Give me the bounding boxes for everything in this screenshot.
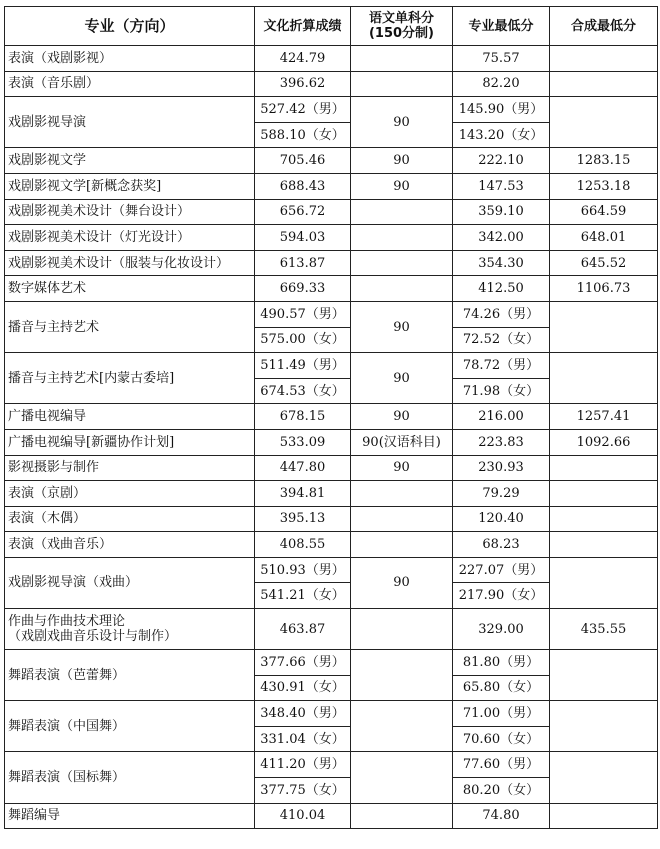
table-row	[5, 650, 658, 676]
culture-score-cell: 533.09	[255, 429, 351, 455]
pro-min-cell: 217.90（女）	[453, 583, 550, 609]
pro-min-cell: 72.52（女）	[453, 327, 550, 353]
culture-score-cell: 656.72	[255, 199, 351, 225]
culture-score-cell: 674.53（女）	[255, 378, 351, 404]
culture-score-cell: 394.81	[255, 481, 351, 507]
chinese-score-cell	[351, 199, 453, 225]
pro-min-cell: 75.57	[453, 46, 550, 72]
table-row	[5, 506, 658, 532]
pro-min-cell: 412.50	[453, 276, 550, 302]
major-cell: 表演（音乐剧）	[5, 71, 255, 97]
chinese-score-cell	[351, 71, 453, 97]
total-min-cell: 1283.15	[550, 148, 658, 174]
total-min-cell: 645.52	[550, 250, 658, 276]
chinese-score-cell	[351, 225, 453, 251]
chinese-score-cell: 90	[351, 404, 453, 430]
major-cell: 表演（戏曲音乐）	[5, 532, 255, 558]
chinese-score-cell	[351, 803, 453, 829]
pro-min-cell: 65.80（女）	[453, 675, 550, 701]
chinese-score-cell: 90	[351, 148, 453, 174]
pro-min-cell: 78.72（男）	[453, 353, 550, 379]
total-min-cell: 1257.41	[550, 404, 658, 430]
major-cell: 戏剧影视文学	[5, 148, 255, 174]
chinese-score-cell	[351, 752, 453, 803]
major-cell: 数字媒体艺术	[5, 276, 255, 302]
header-total-min: 合成最低分	[550, 7, 658, 46]
header-culture-score: 文化折算成绩	[255, 7, 351, 46]
culture-score-cell: 396.62	[255, 71, 351, 97]
chinese-score-cell	[351, 532, 453, 558]
table-row	[5, 404, 658, 430]
major-cell: 戏剧影视美术设计（灯光设计）	[5, 225, 255, 251]
culture-score-cell: 705.46	[255, 148, 351, 174]
pro-min-cell: 354.30	[453, 250, 550, 276]
table-row	[5, 46, 658, 72]
total-min-cell: 1106.73	[550, 276, 658, 302]
pro-min-cell: 227.07（男）	[453, 557, 550, 583]
pro-min-cell: 143.20（女）	[453, 122, 550, 148]
culture-score-cell: 430.91（女）	[255, 675, 351, 701]
pro-min-cell: 147.53	[453, 173, 550, 199]
culture-score-cell: 424.79	[255, 46, 351, 72]
major-cell: 播音与主持艺术[内蒙古委培]	[5, 353, 255, 404]
culture-score-cell: 377.66（男）	[255, 650, 351, 676]
table-row	[5, 173, 658, 199]
chinese-score-cell	[351, 46, 453, 72]
table-row	[5, 71, 658, 97]
pro-min-cell: 71.00（男）	[453, 701, 550, 727]
chinese-score-cell: 90	[351, 353, 453, 404]
culture-score-cell: 348.40（男）	[255, 701, 351, 727]
table-row	[5, 752, 658, 778]
major-cell: 影视摄影与制作	[5, 455, 255, 481]
pro-min-cell: 77.60（男）	[453, 752, 550, 778]
table-row	[5, 481, 658, 507]
pro-min-cell: 359.10	[453, 199, 550, 225]
chinese-score-cell	[351, 276, 453, 302]
table-row	[5, 148, 658, 174]
culture-score-cell: 463.87	[255, 609, 351, 650]
table-row	[5, 455, 658, 481]
culture-score-cell: 510.93（男）	[255, 557, 351, 583]
culture-score-cell: 408.55	[255, 532, 351, 558]
total-min-cell	[550, 71, 658, 97]
chinese-score-cell: 90	[351, 173, 453, 199]
header-row	[5, 7, 658, 46]
major-cell: 广播电视编导[新疆协作计划]	[5, 429, 255, 455]
pro-min-cell: 223.83	[453, 429, 550, 455]
total-min-cell: 648.01	[550, 225, 658, 251]
total-min-cell	[550, 532, 658, 558]
total-min-cell	[550, 97, 658, 148]
major-cell: 戏剧影视美术设计（服装与化妆设计）	[5, 250, 255, 276]
table-row	[5, 803, 658, 829]
total-min-cell: 664.59	[550, 199, 658, 225]
major-cell: 戏剧影视导演（戏曲）	[5, 557, 255, 608]
major-cell: 舞蹈表演（国标舞）	[5, 752, 255, 803]
major-cell: 表演（戏剧影视）	[5, 46, 255, 72]
table-row	[5, 97, 658, 123]
culture-score-cell: 541.21（女）	[255, 583, 351, 609]
pro-min-cell: 82.20	[453, 71, 550, 97]
culture-score-cell: 527.42（男）	[255, 97, 351, 123]
total-min-cell	[550, 803, 658, 829]
major-cell: 广播电视编导	[5, 404, 255, 430]
pro-min-cell: 222.10	[453, 148, 550, 174]
culture-score-cell: 669.33	[255, 276, 351, 302]
chinese-score-cell	[351, 650, 453, 701]
total-min-cell	[550, 455, 658, 481]
total-min-cell: 1092.66	[550, 429, 658, 455]
total-min-cell	[550, 701, 658, 752]
pro-min-cell: 145.90（男）	[453, 97, 550, 123]
pro-min-cell: 74.80	[453, 803, 550, 829]
major-cell: 表演（京剧）	[5, 481, 255, 507]
major-cell: 播音与主持艺术	[5, 301, 255, 352]
header-chinese-line2: (150分制)	[368, 26, 435, 41]
pro-min-cell: 329.00	[453, 609, 550, 650]
header-chinese-line1: 语文单科分	[368, 11, 434, 26]
culture-score-cell: 613.87	[255, 250, 351, 276]
major-cell: 作曲与作曲技术理论 （戏剧戏曲音乐设计与制作）	[5, 609, 255, 650]
header-pro-min: 专业最低分	[453, 7, 550, 46]
major-cell: 戏剧影视导演	[5, 97, 255, 148]
chinese-score-cell: 90	[351, 455, 453, 481]
table-row	[5, 250, 658, 276]
table-row	[5, 429, 658, 455]
culture-score-cell: 395.13	[255, 506, 351, 532]
header-chinese-score	[351, 7, 453, 46]
chinese-score-cell	[351, 481, 453, 507]
major-cell: 表演（木偶）	[5, 506, 255, 532]
culture-score-cell: 678.15	[255, 404, 351, 430]
table-row	[5, 532, 658, 558]
pro-min-cell: 80.20（女）	[453, 778, 550, 804]
table-row	[5, 301, 658, 327]
table-row	[5, 353, 658, 379]
chinese-score-cell	[351, 701, 453, 752]
culture-score-cell: 410.04	[255, 803, 351, 829]
chinese-score-cell	[351, 250, 453, 276]
chinese-score-cell	[351, 609, 453, 650]
total-min-cell	[550, 506, 658, 532]
pro-min-cell: 342.00	[453, 225, 550, 251]
culture-score-cell: 588.10（女）	[255, 122, 351, 148]
major-cell: 舞蹈表演（芭蕾舞）	[5, 650, 255, 701]
total-min-cell	[550, 301, 658, 352]
total-min-cell: 1253.18	[550, 173, 658, 199]
pro-min-cell: 81.80（男）	[453, 650, 550, 676]
pro-min-cell: 120.40	[453, 506, 550, 532]
table-body	[5, 46, 658, 829]
chinese-score-cell: 90(汉语科目)	[351, 429, 453, 455]
admission-scores-table	[4, 6, 658, 829]
pro-min-cell: 68.23	[453, 532, 550, 558]
chinese-score-cell: 90	[351, 97, 453, 148]
major-cell: 戏剧影视文学[新概念获奖]	[5, 173, 255, 199]
total-min-cell	[550, 46, 658, 72]
table-row	[5, 701, 658, 727]
culture-score-cell: 490.57（男）	[255, 301, 351, 327]
culture-score-cell: 447.80	[255, 455, 351, 481]
table-row	[5, 609, 658, 650]
pro-min-cell: 74.26（男）	[453, 301, 550, 327]
culture-score-cell: 688.43	[255, 173, 351, 199]
total-min-cell	[550, 650, 658, 701]
culture-score-cell: 594.03	[255, 225, 351, 251]
header-major: 专业（方向）	[5, 7, 255, 46]
pro-min-cell: 79.29	[453, 481, 550, 507]
total-min-cell	[550, 752, 658, 803]
total-min-cell: 435.55	[550, 609, 658, 650]
pro-min-cell: 230.93	[453, 455, 550, 481]
pro-min-cell: 70.60（女）	[453, 726, 550, 752]
table-row	[5, 199, 658, 225]
culture-score-cell: 331.04（女）	[255, 726, 351, 752]
culture-score-cell: 511.49（男）	[255, 353, 351, 379]
major-cell: 舞蹈表演（中国舞）	[5, 701, 255, 752]
table-row	[5, 225, 658, 251]
pro-min-cell: 71.98（女）	[453, 378, 550, 404]
table-row	[5, 276, 658, 302]
total-min-cell	[550, 557, 658, 608]
total-min-cell	[550, 353, 658, 404]
chinese-score-cell: 90	[351, 301, 453, 352]
chinese-score-cell	[351, 506, 453, 532]
culture-score-cell: 411.20（男）	[255, 752, 351, 778]
culture-score-cell: 377.75（女）	[255, 778, 351, 804]
table-row	[5, 557, 658, 583]
major-cell: 舞蹈编导	[5, 803, 255, 829]
total-min-cell	[550, 481, 658, 507]
chinese-score-cell: 90	[351, 557, 453, 608]
culture-score-cell: 575.00（女）	[255, 327, 351, 353]
pro-min-cell: 216.00	[453, 404, 550, 430]
major-cell: 戏剧影视美术设计（舞台设计）	[5, 199, 255, 225]
